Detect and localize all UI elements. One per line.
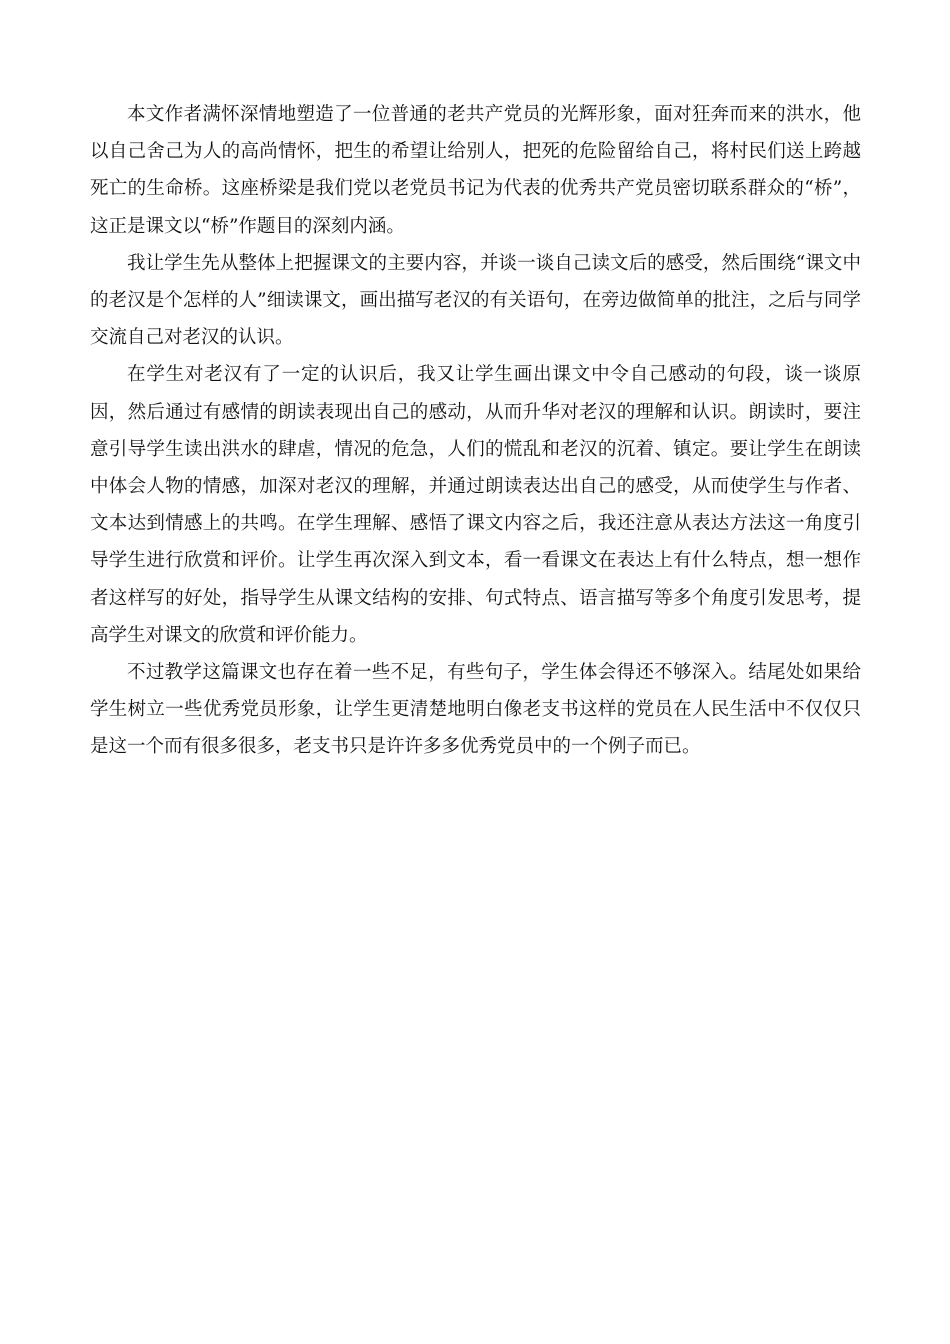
paragraph-3: 在学生对老汉有了一定的认识后，我又让学生画出课文中令自己感动的句段，谈一谈原因，然后通过有感情的朗读表现出自己的感动，从而升华对老汉的理解和认识。朗读时，要注意引导学生读出洪水的肆虐，情况的危急，人们的慌乱和老汉的沉着、镇定。要让学生在朗读中体会人物的情感，加深对老汉的理解，并通过朗读表达出自己的感受，从而使学生与作者、文本达到情感上的共鸣。在学生理解、感悟了课文内容之后，我还注意从表达方法这一角度引导学生进行欣赏和评价。让学生再次深入到文本，看一看课文在表达上有什么特点，想一想作者这样写的好处，指导学生从课文结构的安排、句式特点、语言描写等多个角度引发思考，提高学生对课文的欣赏和评价能力。 <box>90 364 861 646</box>
paragraph-1: 本文作者满怀深情地塑造了一位普通的老共产党员的光辉形象，面对狂奔而来的洪水，他以自己舍己为人的高尚情怀，把生的希望让给别人，把死的危险留给自己，将村民们送上跨越死亡的生命桥。这座桥梁是我们党以老党员书记为代表的优秀共产党员密切联系群众的“桥”，这正是课文以“桥”作题目的深刻内涵。 <box>90 104 861 237</box>
paragraph-4: 不过教学这篇课文也存在着一些不足，有些句子，学生体会得还不够深入。结尾处如果给学生树立一些优秀党员形象，让学生更清楚地明白像老支书这样的党员在人民生活中不仅仅只是这一个而有很多很多，老支书只是许许多多优秀党员中的一个例子而已。 <box>90 662 861 758</box>
paragraph-2: 我让学生先从整体上把握课文的主要内容，并谈一谈自己读文后的感受，然后围绕“课文中的老汉是个怎样的人”细读课文，画出描写老汉的有关语句，在旁边做简单的批注，之后与同学交流自己对老汉的认识。 <box>90 252 861 349</box>
document-body <box>90 96 861 766</box>
